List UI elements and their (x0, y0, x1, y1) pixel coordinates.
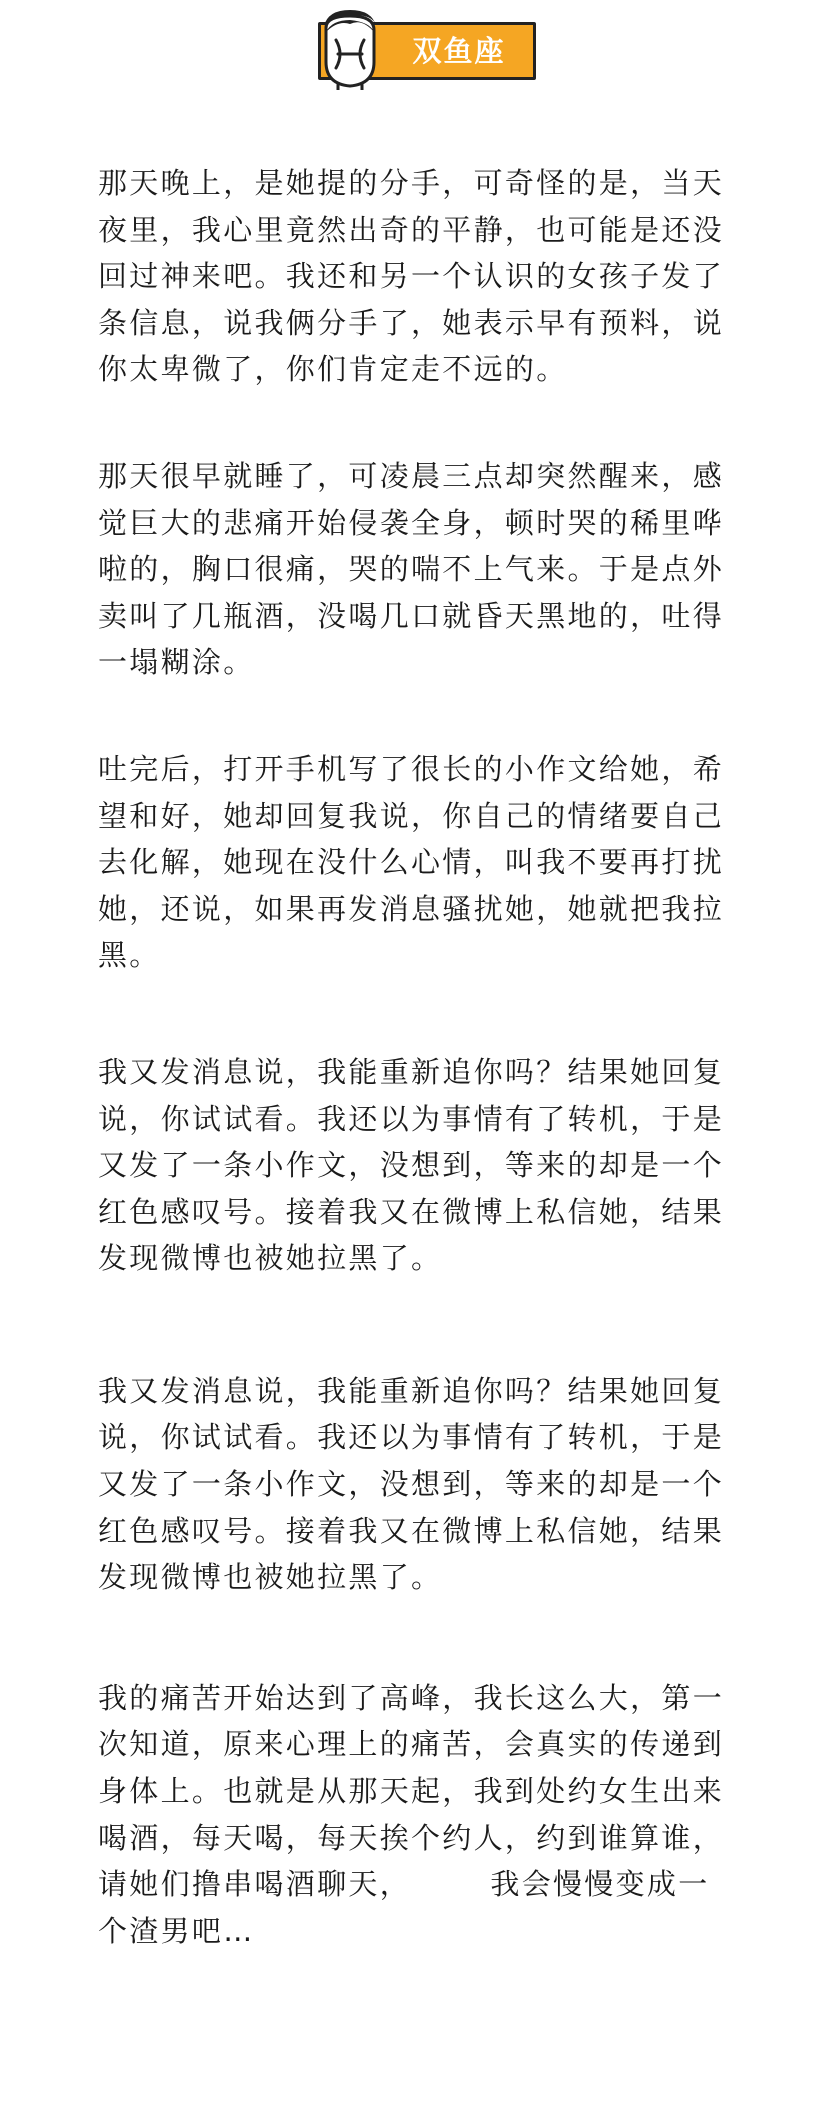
text-line: 次知道，原来心理上的痛苦，会真实的传递到 (98, 1727, 725, 1762)
paragraph-5 (98, 1368, 748, 1601)
paragraph-4 (98, 1049, 748, 1282)
text-line: 个渣男吧… (98, 1913, 255, 1948)
text-line: 卖叫了几瓶酒，没喝几口就昏天黑地的，吐得 (98, 598, 725, 633)
text-line: 又发了一条小作文，没想到，等来的却是一个 (98, 1467, 725, 1502)
paragraph-3 (98, 746, 748, 979)
text-line: 说，你试试看。我还以为事情有了转机，于是 (98, 1420, 725, 1455)
text-line: 请她们撸串喝酒聊天， 我会慢慢变成一 (98, 1867, 710, 1902)
text-line: 她，还说，如果再发消息骚扰她，她就把我拉 (98, 891, 725, 926)
text-line: 夜里，我心里竟然出奇的平静，也可能是还没 (98, 212, 725, 247)
paragraph-1 (98, 160, 748, 393)
text-line: 那天很早就睡了，可凌晨三点却突然醒来，感 (98, 458, 725, 493)
text-line: 黑。 (98, 938, 161, 973)
text-line: 又发了一条小作文，没想到，等来的却是一个 (98, 1148, 725, 1183)
text-line: 红色感叹号。接着我又在微博上私信她，结果 (98, 1194, 725, 1229)
text-line: 我又发消息说，我能重新追你吗？结果她回复 (98, 1373, 725, 1408)
text-line: 望和好，她却回复我说，你自己的情绪要自己 (98, 798, 725, 833)
article-body (98, 160, 748, 1954)
text-line: 说，你试试看。我还以为事情有了转机，于是 (98, 1101, 725, 1136)
text-line: 我又发消息说，我能重新追你吗？结果她回复 (98, 1054, 725, 1089)
text-line: 觉巨大的悲痛开始侵袭全身，顿时哭的稀里哗 (98, 505, 725, 540)
text-line: 发现微博也被她拉黑了。 (98, 1560, 443, 1595)
pisces-character-icon (310, 6, 390, 90)
text-line: 红色感叹号。接着我又在微博上私信她，结果 (98, 1513, 725, 1548)
text-line: 条信息，说我俩分手了，她表示早有预料，说 (98, 305, 725, 340)
paragraph-2 (98, 453, 748, 686)
text-line: 身体上。也就是从那天起，我到处约女生出来 (98, 1774, 725, 1809)
text-line: 发现微博也被她拉黑了。 (98, 1241, 443, 1276)
paragraph-6 (98, 1675, 748, 1955)
text-line: 一塌糊涂。 (98, 645, 255, 680)
text-line: 啦的，胸口很痛，哭的喘不上气来。于是点外 (98, 552, 725, 587)
text-line: 我的痛苦开始达到了高峰，我长这么大，第一 (98, 1680, 725, 1715)
text-line: 去化解，她现在没什么心情，叫我不要再打扰 (98, 845, 725, 880)
text-line: 吐完后，打开手机写了很长的小作文给她，希 (98, 751, 725, 786)
zodiac-header (0, 0, 826, 110)
badge-label: 双鱼座 (412, 34, 506, 68)
text-line: 你太卑微了，你们肯定走不远的。 (98, 352, 568, 387)
text-line: 喝酒，每天喝，每天挨个约人，约到谁算谁， (98, 1820, 725, 1855)
text-line: 回过神来吧。我还和另一个认识的女孩子发了 (98, 259, 725, 294)
text-line: 那天晚上，是她提的分手，可奇怪的是，当天 (98, 166, 725, 200)
